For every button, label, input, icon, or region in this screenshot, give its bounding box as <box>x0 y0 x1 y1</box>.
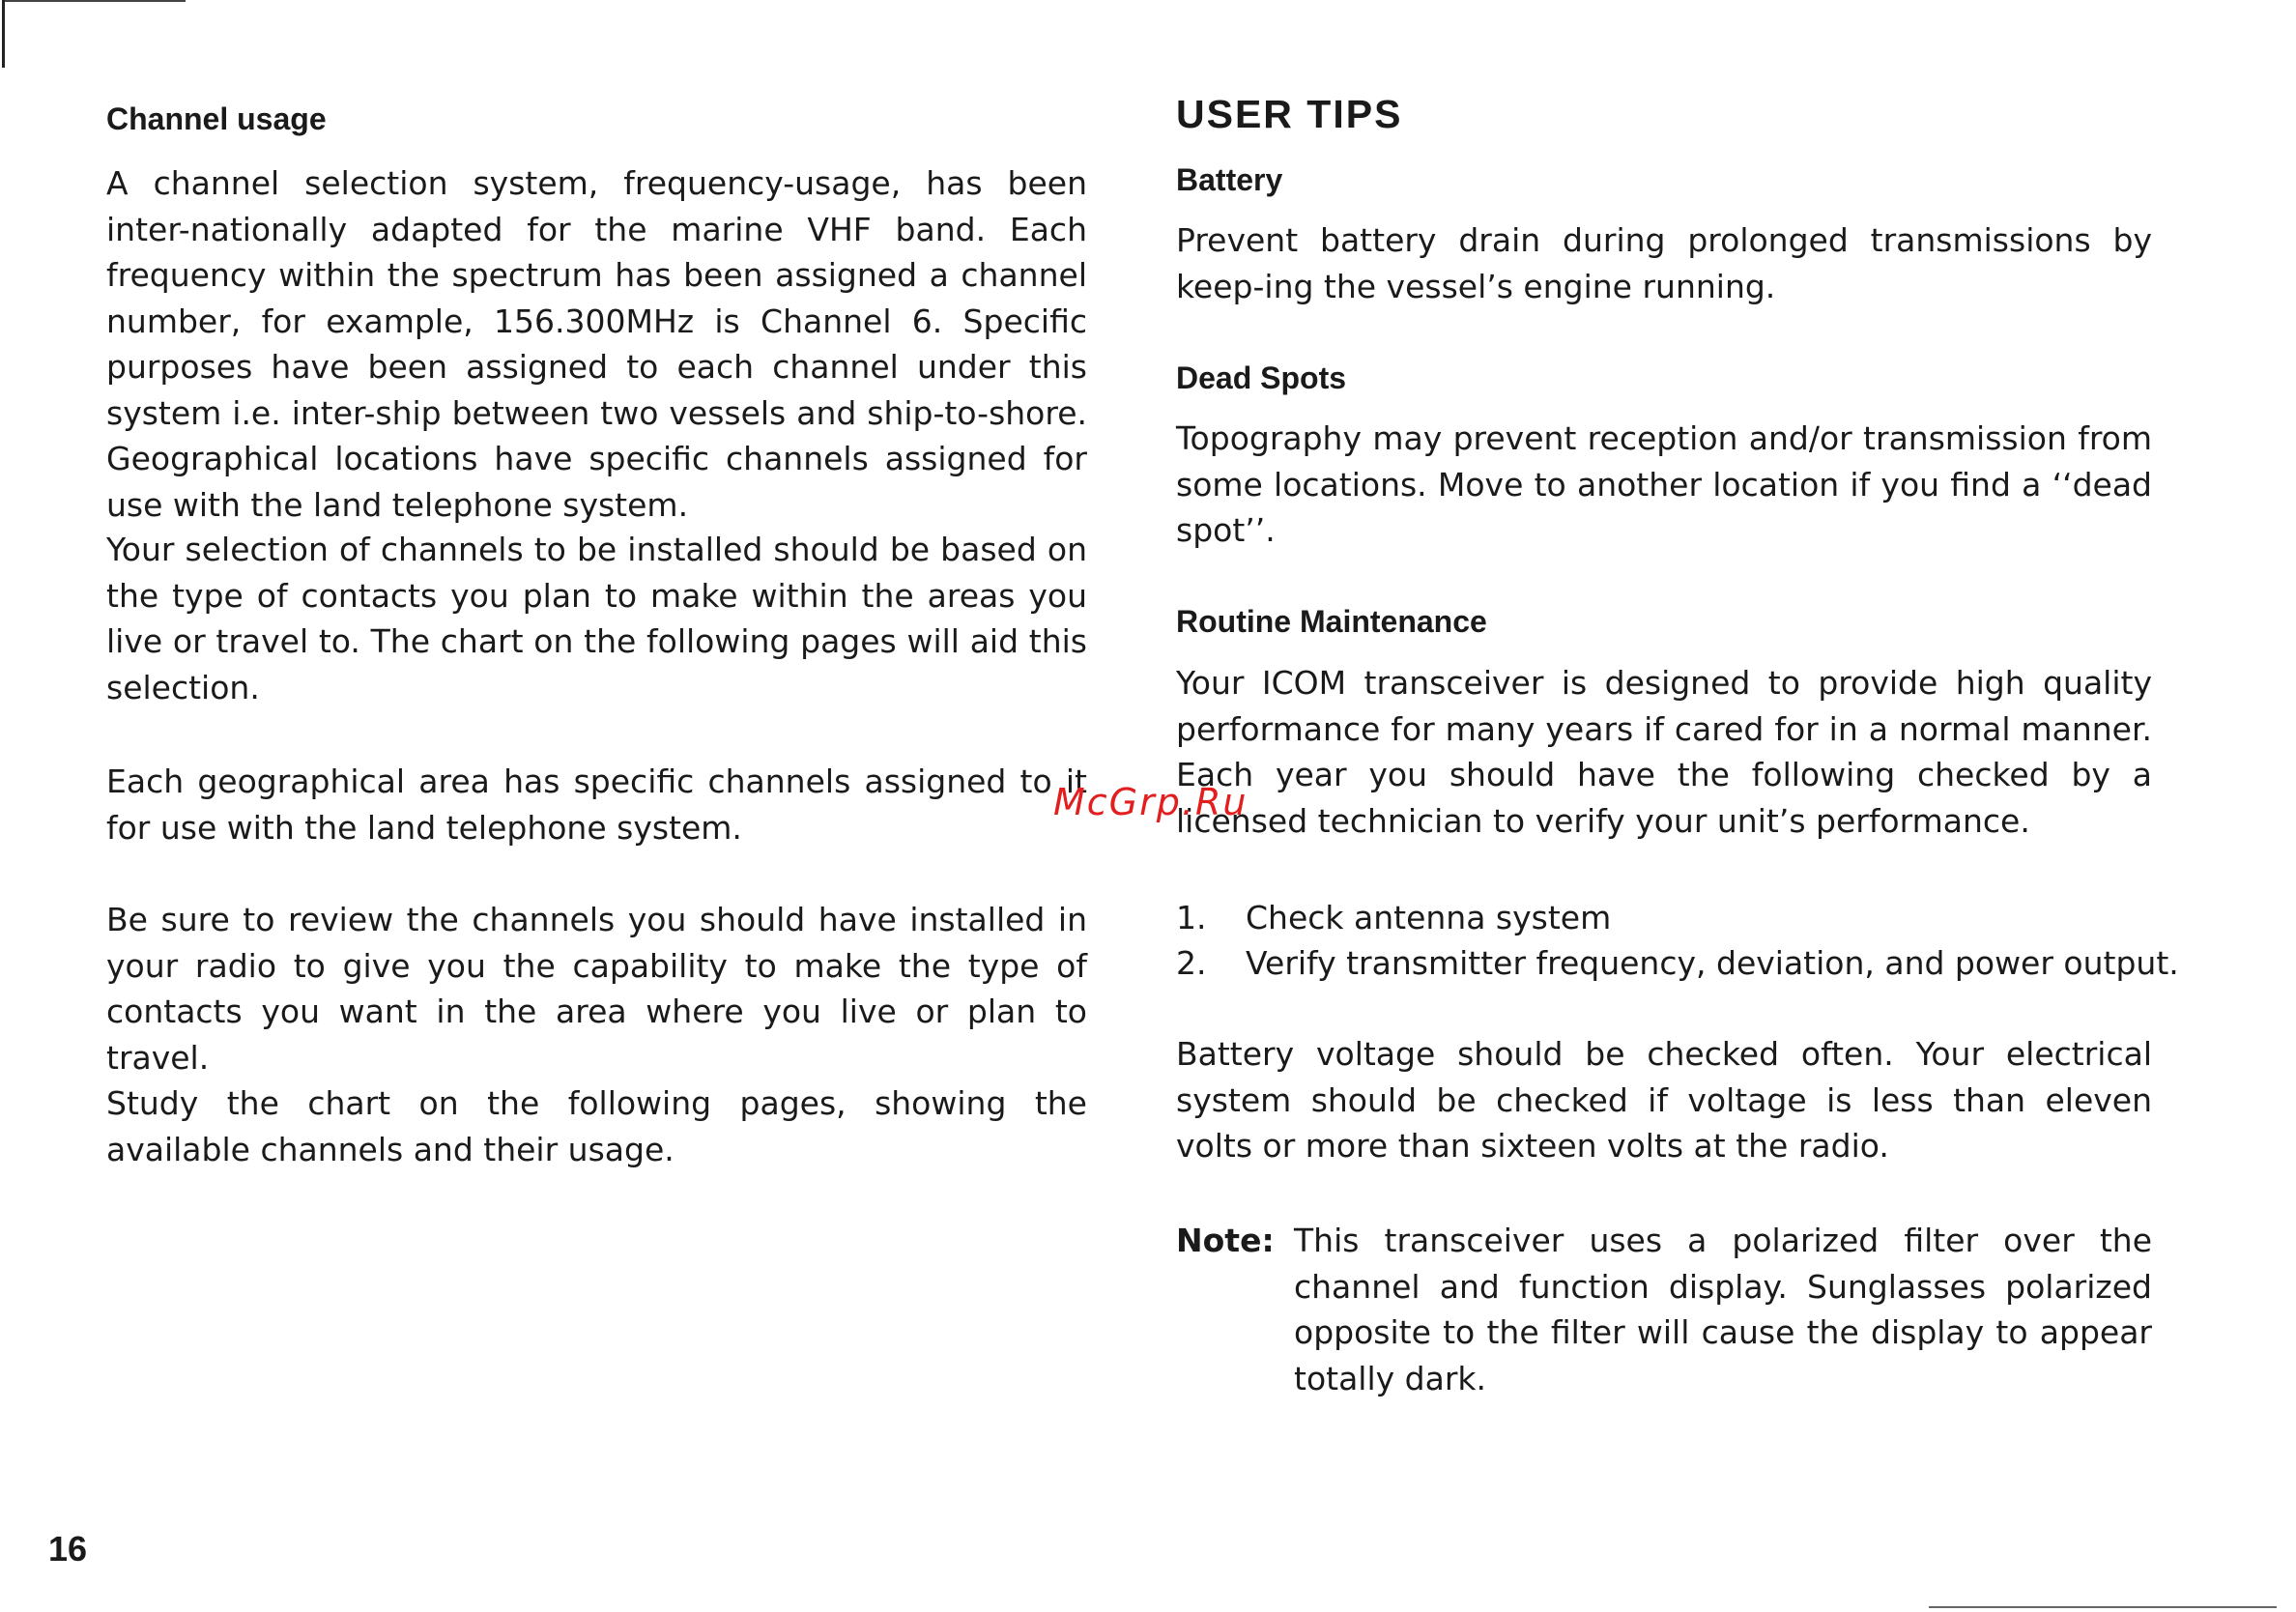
paragraph: A channel selection system, frequency-usage, has been inter-nationally adapted for the marine VHF band. Each frequency within the spectrum has been assigned a channel number, for example, 156.300MHz is Channel 6. Specific purposes have been assigned to each channel under this system i.e. inter-ship between two vessels and ship-to-shore. Geographical locations have specific channels assigned for use with the land telephone system. <box>106 164 1087 524</box>
routine-maintenance-heading: Routine Maintenance <box>1176 604 1487 639</box>
list-item <box>1176 895 1611 940</box>
list-number: 2. <box>1176 944 1207 982</box>
page-edge <box>2 0 5 68</box>
voltage-text: Battery voltage should be checked often. Your electrical system should be checked if voltage is less than eleven volts or more than sixteen volts at the radio. <box>1176 1035 2152 1165</box>
list-text: Check antenna system <box>1246 899 1612 936</box>
list-number: 1. <box>1176 899 1207 936</box>
note-text: This transceiver uses a polarized filter over the channel and function display. Sunglasses polarized opposite to the filter will cause the display to appear totally dark. <box>1294 1222 2152 1397</box>
page-number: 16 <box>48 1529 88 1569</box>
watermark: McGrp.Ru <box>1053 781 1248 823</box>
routine-maintenance-text: Your ICOM transceiver is designed to provide high quality performance for many years if cared for in a normal manner. Each year you should have the following checked by a licensed technician to verify your unit’s performance. <box>1176 664 2152 840</box>
paragraph: Be sure to review the channels you should have installed in your radio to give you the capability to make the type of contacts you want in the area where you live or plan to travel. <box>106 901 1087 1077</box>
note-label: Note: <box>1176 1222 1275 1259</box>
page-edge <box>1929 1606 2277 1608</box>
user-tips-title: USER TIPS <box>1176 92 1403 136</box>
page-edge <box>2 0 186 2</box>
dead-spots-heading: Dead Spots <box>1176 360 1347 395</box>
list-text: Verify transmitter frequency, deviation, and power output. <box>1246 944 2179 982</box>
channel-usage-heading: Channel usage <box>106 101 327 136</box>
paragraph: Study the chart on the following pages, showing the available channels and their usage. <box>106 1084 1087 1168</box>
list-item <box>1176 940 2179 986</box>
paragraph: Your selection of channels to be installed should be based on the type of contacts you plan to make within the areas you live or travel to. The chart on the following pages will aid this selection. <box>106 531 1087 706</box>
paragraph: Each geographical area has specific channels assigned to it for use with the land telephone system. <box>106 763 1087 847</box>
battery-text: Prevent battery drain during prolonged transmissions by keep-ing the vessel’s engine running. <box>1176 221 2152 305</box>
battery-heading: Battery <box>1176 162 1283 197</box>
dead-spots-text: Topography may prevent reception and/or transmission from some locations. Move to another location if you find a ‘‘dead spot’’. <box>1176 419 2152 549</box>
